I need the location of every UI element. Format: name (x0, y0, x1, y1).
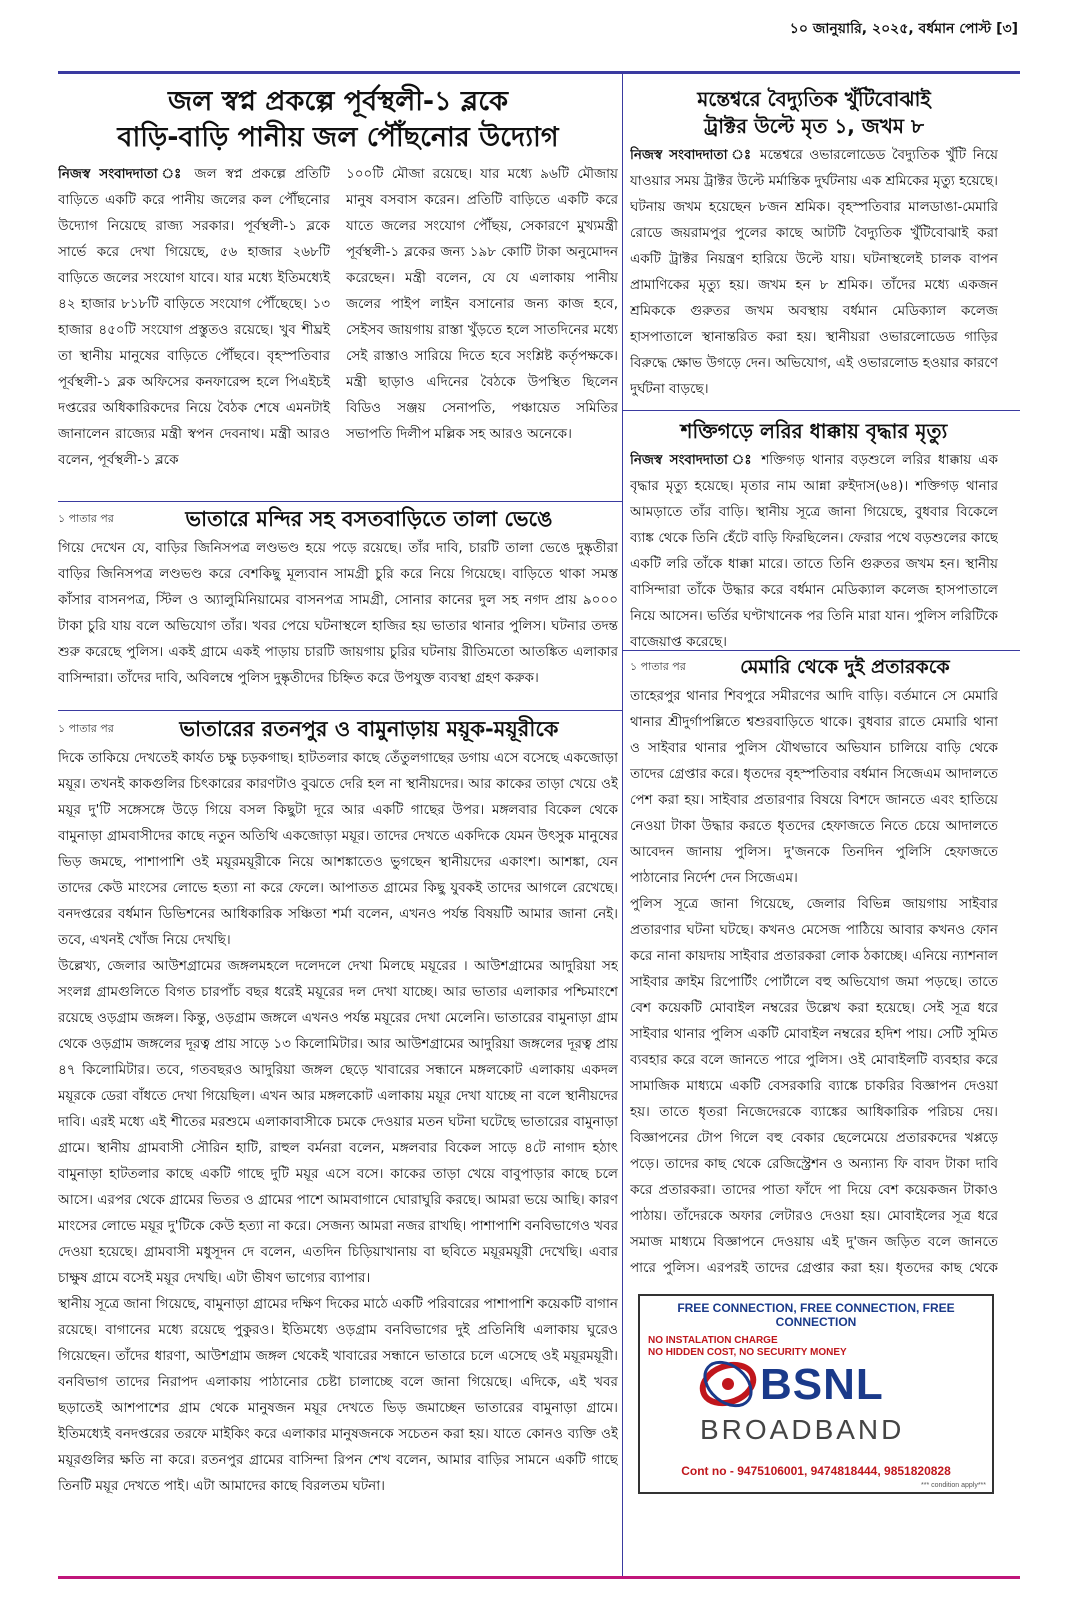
headline-line-2: বাড়ি-বাড়ি পানীয় জল পৌঁছনোর উদ্যোগ (117, 122, 559, 154)
article-paragraph-3: স্থানীয় সূত্রে জানা গিয়েছে, বামুনাড়া গ্রামের দক্ষিণ দিকের মাঠে একটি পরিবারের পাশাপাশি কয়েকটি বাগান রয়েছে। বাগানের মধ্যে রয়েছে পুকুরও। ইতিমধ্যে ওড়গ্রাম বনবিভাগের দুই প্রতিনিধি এলাকায় ঘুরেও গিয়েছেন। তাঁদের ধারণা, আউশগ্রাম জঙ্গল থেকেই খাবারের সন্ধানে ভাতারে চলে এসেছে ওই ময়ূরময়ূরী। বনবিভাগ তাদের নিরাপদ এলাকায় পাঠানোর চেষ্টা চালাচ্ছে বলে জানা গিয়েছে। এদিকে, এই খবর ছড়াতেই আশপাশের গ্রাম থেকে মানুষজন ময়ূর দেখতে ভিড় জমাচ্ছেন ভাতারের বামুনাড়া গ্রামে। ইতিমধ্যেই বনদপ্তরের তরফে মাইকিং করে এলাকার মানুষজনকে সচেতন করা হয়। যাতে কোনও ব্যক্তি ওই ময়ূরগুলির ক্ষতি না করে। রতনপুর গ্রামের বাসিন্দা রিপন শেখ বলেন, আমার বাড়ির সামনে একটি গাছে তিনটি ময়ূর দেখতে পাই। এটা আমাদের কাছে বিরলতম ঘটনা। (58, 1296, 618, 1495)
article-tractor-accident (630, 80, 998, 400)
body-text: জল স্বপ্ন প্রকল্পে প্রতিটি বাড়িতে একটি করে পানীয় জলের কল পৌঁছনোর উদ্যোগ নিয়েছে রাজ্য সরকার। পূর্বস্থলী-১ ব্লকে সার্ভে করে দেখা গিয়েছে, ৫৬ হাজার ২৬৮টি বাড়িতে জলের সংযোগ যাবে। যার মধ্যে ইতিমধ্যেই ৪২ হাজার ৮১৮টি বাড়িতে সংযোগ পৌঁছেছে। ১৩ হাজার ৪৫০টি সংযোগ প্রস্তুতও রয়েছে। খুব শীঘ্রই তা স্থানীয় মানুষের বাড়িতে পৌঁছবে। বৃহস্পতিবার পূর্বস্থলী-১ ব্লক অফিসের কনফারেন্স হলে পিএইচই দপ্তরের অধিকারিকদের নিয়ে বৈঠক শেষে এমনটাই জানালেন রাজ্যের মন্ত্রী স্বপন দেবনাথ। মন্ত্রী আরও বলেন, পূর্বস্থলী-১ ব্লকে (58, 165, 330, 468)
headline-line-1: জল স্বপ্ন প্রকল্পে পূর্বস্থলী-১ ব্লকে (168, 86, 508, 117)
page-dateline: ১০ জানুয়ারি, ২০২৫, বর্ধমান পোস্ট [৩] (789, 21, 1018, 37)
body-text: শক্তিগড় থানার বড়শুলে লরির ধাক্কায় এক বৃদ্ধার মৃত্যু হয়েছে। মৃতার নাম আন্না রুইদাস(৬৪)। শক্তিগড় থানার আমড়াতে তাঁর বাড়ি। স্থানীয় সূত্রে জানা গিয়েছে, বুধবার বিকেলে ব্যাঙ্ক থেকে তিনি হেঁটে বাড়ি ফিরছিলেন। ফেরার পথে বড়শুলের কাছে একটি লরি তাঁকে ধাক্কা মারে। তাতে তিনি গুরুতর জখম হন। স্থানীয় বাসিন্দারা তাঁকে উদ্ধার করে বর্ধমান মেডিক্যাল কলেজ হাসপাতালে নিয়ে আসেন। ভর্তির ঘণ্টাখানেক পর তিনি মারা যান। পুলিস লরিটিকে বাজেয়াপ্ত করেছে। (630, 452, 998, 650)
headline-line-1: মন্তেশ্বরে বৈদ্যুতিক খুঁটিবোঝাই (697, 87, 931, 111)
continued-label: ১ পাতার পর (630, 660, 686, 674)
article-lorry-accident (630, 414, 998, 654)
article-paragraph-2: উল্লেখ্য, জেলার আউশগ্রামের জঙ্গলমহলে দলেদলে দেখা মিলছে ময়ূরের । আউশগ্রামের আদুরিয়া সহ সংলগ্ন গ্রামগুলিতে বিগত চারপাঁচ বছর ধরেই ময়ূরের দল দেখা যাচ্ছে। আর ভাতার এলাকার পশ্চিমাংশে রয়েছে ওড়গ্রাম জঙ্গল। কিন্তু, ওড়গ্রাম জঙ্গলে এখনও পর্যন্ত ময়ূরের দেখা মেলেনি। ভাতারের বামুনাড়া গ্রাম থেকে ওড়গ্রাম জঙ্গলের দূরত্ব প্রায় সাড়ে ১৩ কিলোমিটার। আর আউশগ্রামের আদুরিয়া জঙ্গলের দূরত্ব প্রায় ৪৭ কিলোমিটার। তবে, গতবছরও আদুরিয়া জঙ্গল ছেড়ে খাবারের সন্ধানে মঙ্গলকোট এলাকায় একদল ময়ূরকে ডেরা বাঁধতে দেখা গিয়েছিল। এখন আর মঙ্গলকোট এলাকায় ময়ূর দেখা যাচ্ছে না বলে স্থানীয়দের দাবি। এরই মধ্যে এই শীতের মরশুমে এলাকাবাসীকে চমকে দেওয়ার মতন ঘটনা ঘটেছে ভাতারের বামুনাড়া গ্রামে। স্থানীয় গ্রামবাসী সৌরিন হাটি, রাহুল বর্মনরা বলেন, মঙ্গলবার বিকেল সাড়ে ৪টে নাগাদ হঠাৎ বামুনাড়া হাটতলার কাছে একটি গাছে দুটি ময়ূর এসে বসে। কাকের তাড়া খেয়ে বাবুপাড়ার কাছে চলে আসে। এরপর থেকে গ্রামের ভিতর ও গ্রামের পাশে আমবাগানে ঘোরাঘুরি করছে। আমরা ভয়ে আছি। কারণ মাংসের লোভে ময়ূর দু'টিকে কেউ হত্যা না করে। সেজন্য আমরা নজর রাখছি। পাশাপাশি বনবিভাগেও খবর দেওয়া হয়েছে। গ্রামবাসী মধুসূদন দে বলেন, এতদিন চিড়িয়াখানায় বা ছবিতে ময়ূরময়ূরী দেখেছি। এবার চাক্ষুষ গ্রামে বসেই ময়ূর দেখছি। এটা ভীষণ ভাগ্যের ব্যাপার। (58, 958, 618, 1287)
article-paragraph-2: পুলিস সূত্রে জানা গিয়েছে, জেলার বিভিন্ন জায়গায় সাইবার প্রতারণার ঘটনা ঘটছে। কখনও মেসেজ পাঠিয়ে আবার কখনও ফোন করে নানা কায়দায় সাইবার প্রতারকরা লোক ঠকাচ্ছে। এনিয়ে ন্যাশনাল সাইবার ক্রাইম রিপোর্টিং পোর্টালে বহু অভিযোগ জমা পড়ছে। তাতে বেশ কয়েকটি মোবাইল নম্বরের উল্লেখ করা হয়েছে। সেই সূত্র ধরে সাইবার থানার পুলিস একটি মোবাইল নম্বরের হদিশ পায়। সেটি সুমিত ব্যবহার করে বলে জানতে পারে পুলিস। ওই মোবাইলটি ব্যবহার করে সামাজিক মাধ্যমে একটি বেসরকারি ব্যাঙ্কে চাকরির বিজ্ঞাপন দেওয়া হয়। তাতে ধৃতরা নিজেদেরকে ব্যাঙ্কের আধিকারিক পরিচয় দেয়। বিজ্ঞাপনের টোপ গিলে বহু বেকার ছেলেমেয়ে প্রতারকদের খপ্পড়ে পড়ে। তাদের কাছ থেকে রেজিস্ট্রেশন ও অন্যান্য ফি বাবদ টাকা দাবি করে প্রতারকরা। তাদের পাতা ফাঁদে পা দিয়ে বেশ কয়েকজন টাকাও পাঠায়। তাঁদেরকে অফার লেটারও দেওয়া হয়। মোবাইলের সূত্র ধরে সমাজ মাধ্যমে বিজ্ঞাপনে দেওয়ায় এই দু'জন জড়িত বলে জানতে পারে পুলিস। এরপরই তাদের গ্রেপ্তার করা হয়। ধৃতদের কাছ থেকে (630, 895, 998, 1276)
continued-label: ১ পাতার পর (58, 721, 114, 735)
article-peacock (58, 715, 618, 1573)
section-divider (622, 410, 1020, 411)
bottom-rule (58, 1576, 1020, 1579)
article-body (630, 142, 998, 400)
ad-line-2: NO HIDDEN COST, NO SECURITY MONEY (648, 1347, 847, 1358)
article-paragraph-1: দিকে তাকিয়ে দেখতেই কার্যত চক্ষু চড়কগাছ। হাটতলার কাছে তেঁতুলগাছের ডগায় এসে বসেছে একজোড়া ময়ূর। তখনই কাকগুলির চিৎকারের কারণটাও বুঝতে দেরি হল না স্থানীয়দের। আর কাকের তাড়া খেয়ে ওই ময়ূর দু'টি সঙ্গেসঙ্গে উড়ে গিয়ে বসল কিছুটা দূরে আর একটি গাছের উপর। মঙ্গলবার বিকেল থেকে বামুনাড়া গ্রামবাসীদের কাছে নতুন অতিথি একজোড়া ময়ূর। তাদের দেখতে একদিকে যেমন উৎসুক মানুষের ভিড় জমছে, পাশাপাশি ওই ময়ূরময়ূরীকে নিয়ে আশঙ্কাতেও ভুগছেন স্থানীয়দের একাংশ। আশঙ্কা, যেন তাদের কেউ মাংসের লোভে হত্যা না করে ফেলে। আপাতত গ্রামের কিছু যুবকই তাদের আগলে রেখেছে। বনদপ্তরের বর্ধমান ডিভিশনের আধিকারিক সঞ্চিতা শর্মা বলেন, এখনও পর্যন্ত বিষয়টি আমার জানা নেই। তবে, এখনই খোঁজ নিয়ে দেখছি। (58, 750, 618, 949)
headline: শক্তিগড়ে লরির ধাক্কায় বৃদ্ধার মৃত্যু (680, 419, 948, 443)
byline: নিজস্ব সংবাদদাতা ঃ (630, 452, 755, 468)
ad-subtitle: BROADBAND (700, 1414, 905, 1445)
article-paragraph-1: তাহেরপুর থানার শিবপুরে সমীরণের আদি বাড়ি। বর্তমানে সে মেমারি থানার শ্রীদুর্গাপল্লিতে শ্বশুরবাড়িতে থাকে। বুধবার রাতে মেমারি থানা ও সাইবার থানার পুলিস যৌথভাবে অভিযান চালিয়ে বাড়ি থেকে তাদের গ্রেপ্তার করে। ধৃতদের বৃহস্পতিবার বর্ধমান সিজেএম আদালতে পেশ করা হয়। সাইবার প্রতারণার বিষয়ে বিশদে জানতে এবং হাতিয়ে নেওয়া টাকা উদ্ধার করতে ধৃতদের হেফাজতে নিতে চেয়ে আদালতে আবেদন জানায় পুলিস। দু'জনকে তিনদিন পুলিসি হেফাজতে পাঠানোর নির্দেশ দেন সিজেএম। (630, 687, 998, 886)
article-body: গিয়ে দেখেন যে, বাড়ির জিনিসপত্র লণ্ডভণ্ড হয়ে পড়ে রয়েছে। তাঁর দাবি, চারটি তালা ভেঙে দুষ্কৃতীরা বাড়ির জিনিসপত্র লণ্ডভণ্ড করে বেশকিছু মূল্যবান সামগ্রী চুরি করে নিয়ে গিয়েছে। বাড়িতে থাকা সমস্ত কাঁসার বাসনপত্র, স্টিল ও অ্যালুমিনিয়ামের বাসনপত্র সামগ্রী, সোনার কানের দুল সহ নগদ প্রায় ৯০০০ টাকা চুরি যায় বলে অভিযোগ তাঁর। খবর পেয়ে ঘটনাস্থলে হাজির হয় ভাতার থানার পুলিস। ঘটনার তদন্ত শুরু করেছে পুলিস। একই গ্রামে একই পাড়ায় চারটি জায়গায় চুরির ঘটনায় রীতিমতো আতঙ্কিত এলাকার বাসিন্দারা। তাঁদের দাবি, অবিলম্বে পুলিস দুষ্কৃতীদের চিহ্নিত করে উপযুক্ত ব্যবস্থা গ্রহণ করুক। (58, 540, 618, 687)
body-text-main: মন্তেশ্বরে ওভারলোডেড বৈদ্যুতিক খুঁটি নিয়ে যাওয়ার সময় ট্রাক্টর উল্টে মর্মান্তিক দুর্ঘটনায় এক শ্রমিকের মৃত্যু হয়েছে। ঘটনায় জখম হয়েছেন ৮জন শ্রমিক। বৃহস্পতিবার মালডাঙা-মেমারি রোডে জয়রামপুর পুলের কাছে আটটি বৈদ্যুতিক খুঁটিবোঝাই করা একটি ট্রাক্টর নিয়ন্ত্রণ হারিয়ে উল্টে যায়। ঘটনাস্থলেই চালক বাপন প্রামাণিকের মৃত্যু হয়। জখম হন ৮ শ্রমিক। তাঁদের মধ্যে একজন শ্রমিককে গুরুতর জখম অবস্থায় বর্ধমান মেডিক্যাল কলেজ হাসপাতালে স্থানান্তরিত করা হয়। স্থানীয়রা ওভারলোডেড গাড়ির বিরুদ্ধে ক্ষোভ উগড়ে দেন। অভিযোগ, এই ওভারলোড হওয়ার কারণে দুর্ঘটনা বাড়ছে। (630, 147, 998, 397)
byline: নিজস্ব সংবাদদাতা ঃ (630, 147, 754, 163)
column-divider (622, 74, 623, 1576)
headline: মেমারি থেকে দুই প্রতারককে (740, 656, 950, 678)
article-body-col-2: ১০০টি মৌজা রয়েছে। যার মধ্যে ৯৬টি মৌজায় মানুষ বসবাস করেন। প্রতিটি বাড়িতে একটি করে যাতে জলের সংযোগ পৌঁছয়, সেকারণে মুখ্যমন্ত্রী পূর্বস্থলী-১ ব্লকের জন্য ১৯৮ কোটি টাকা অনুমোদন করেছেন। মন্ত্রী বলেন, যে যে এলাকায় পানীয় জলের পাইপ লাইন বসানোর জন্য কাজ হবে, সেইসব জায়গায় রাস্তা খুঁড়তে হলে সাতদিনের মধ্যে সেই রাস্তাও সারিয়ে দিতে হবে সংশ্লিষ্ট কর্তৃপক্ষকে। মন্ত্রী ছাড়াও এদিনের বৈঠকে উপস্থিত ছিলেন বিডিও সঞ্জয় সেনাপতি, পঞ্চায়েত সমিতির সভাপতি দিলীপ মল্লিক সহ আরও অনেকে। (346, 165, 618, 442)
section-divider (622, 650, 1020, 651)
article-body-col-1 (58, 161, 330, 473)
ad-brand: BSNL (760, 1360, 884, 1409)
article-water-project (58, 80, 618, 500)
headline: ভাতারে মন্দির সহ বসতবাড়িতে তালা ভেঙে (185, 507, 553, 531)
bsnl-logo-icon (696, 1354, 760, 1414)
headline-line-2: ট্রাক্টর উল্টে মৃত ১, জখম ৮ (704, 114, 924, 138)
ad-headline: FREE CONNECTION, FREE CONNECTION, FREE CONNECTION (677, 1301, 955, 1329)
section-divider (58, 710, 622, 711)
byline: নিজস্ব সংবাদদাতা ঃ (58, 165, 186, 182)
top-rule (58, 71, 1020, 74)
headline: ভাতারের রতনপুর ও বামুনাড়ায় ময়ূক-ময়ূরীকে (179, 717, 559, 741)
ad-line-1: NO INSTALATION CHARGE (648, 1335, 778, 1346)
article-cyber-fraud (630, 655, 998, 1283)
section-divider (58, 501, 622, 502)
article-temple-theft (58, 505, 618, 705)
ad-contact: Cont no - 9475106001, 9474818444, 9851820828 (681, 1464, 951, 1478)
article-body (630, 447, 998, 654)
continued-label: ১ পাতার পর (58, 511, 114, 525)
ad-note: *** condition apply*** (921, 1482, 986, 1489)
bsnl-advertisement (638, 1294, 994, 1494)
